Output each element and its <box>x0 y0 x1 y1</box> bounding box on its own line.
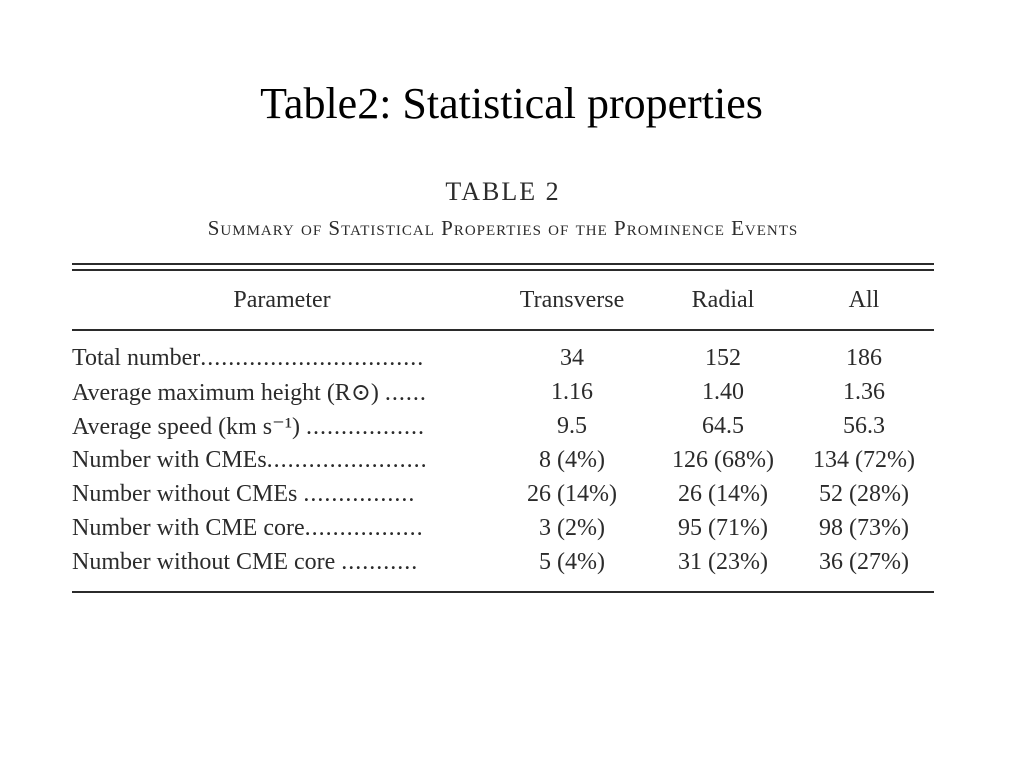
cell-radial: 31 (23%) <box>678 548 768 575</box>
row-parameter <box>72 375 492 409</box>
table-caption: Summary of Statistical Properties of the Prominence Events <box>207 216 799 240</box>
cell-transverse: 1.16 <box>551 378 593 405</box>
row-parameter <box>72 443 492 477</box>
cell-transverse: 8 (4%) <box>539 446 605 473</box>
cell-all: 134 (72%) <box>813 446 915 473</box>
cell-transverse: 34 <box>560 344 584 371</box>
header-radial: Radial <box>691 286 755 313</box>
row-parameter-label: Average maximum height (R⊙) <box>72 379 379 406</box>
cell-all: 98 (73%) <box>819 514 909 541</box>
top-double-rule <box>72 263 934 271</box>
cell-radial: 126 (68%) <box>672 446 774 473</box>
cell-all: 186 <box>846 344 882 371</box>
header-all: All <box>848 286 880 313</box>
dot-leader: ................................ <box>200 344 425 371</box>
table-row <box>72 545 934 579</box>
bottom-rule <box>72 591 934 593</box>
dot-leader: ...... <box>384 379 427 406</box>
header-parameter: Parameter <box>233 286 331 313</box>
table-label: TABLE 2 <box>445 177 561 206</box>
row-parameter <box>72 511 492 545</box>
row-parameter <box>72 341 492 375</box>
table-row <box>72 375 934 409</box>
table-row <box>72 477 934 511</box>
table-row <box>72 409 934 443</box>
cell-transverse: 9.5 <box>557 412 587 439</box>
dot-leader: ................ <box>303 480 416 507</box>
cell-radial: 26 (14%) <box>678 480 768 507</box>
cell-radial: 1.40 <box>702 378 744 405</box>
row-parameter-label: Average speed (km s⁻¹) <box>72 413 300 440</box>
row-parameter-label: Number with CME core <box>72 514 305 541</box>
cell-radial: 95 (71%) <box>678 514 768 541</box>
row-parameter-label: Number without CMEs <box>72 480 298 507</box>
cell-transverse: 5 (4%) <box>539 548 605 575</box>
row-parameter <box>72 477 492 511</box>
dot-leader: ................. <box>304 514 424 541</box>
table-row <box>72 443 934 477</box>
row-parameter-label: Total number <box>72 344 201 371</box>
row-parameter-label: Number with CMEs <box>72 446 267 473</box>
dot-leader: ........... <box>341 548 419 575</box>
slide-title: Table2: Statistical properties <box>260 79 763 128</box>
row-parameter <box>72 545 492 579</box>
table-row <box>72 511 934 545</box>
cell-all: 36 (27%) <box>819 548 909 575</box>
cell-radial: 64.5 <box>702 412 744 439</box>
statistics-table-body <box>72 331 934 579</box>
header-transverse: Transverse <box>519 286 625 313</box>
cell-transverse: 3 (2%) <box>539 514 605 541</box>
row-parameter-label: Number without CME core <box>72 548 336 575</box>
cell-radial: 152 <box>705 344 741 371</box>
cell-all: 1.36 <box>843 378 885 405</box>
cell-all: 56.3 <box>843 412 885 439</box>
cell-all: 52 (28%) <box>819 480 909 507</box>
dot-leader: ................. <box>306 413 425 440</box>
statistics-table-block <box>72 176 934 593</box>
header-row <box>72 271 934 329</box>
table-row <box>72 341 934 375</box>
dot-leader: ....................... <box>266 446 428 473</box>
statistics-table <box>72 271 934 329</box>
row-parameter <box>72 409 492 443</box>
cell-transverse: 26 (14%) <box>527 480 617 507</box>
